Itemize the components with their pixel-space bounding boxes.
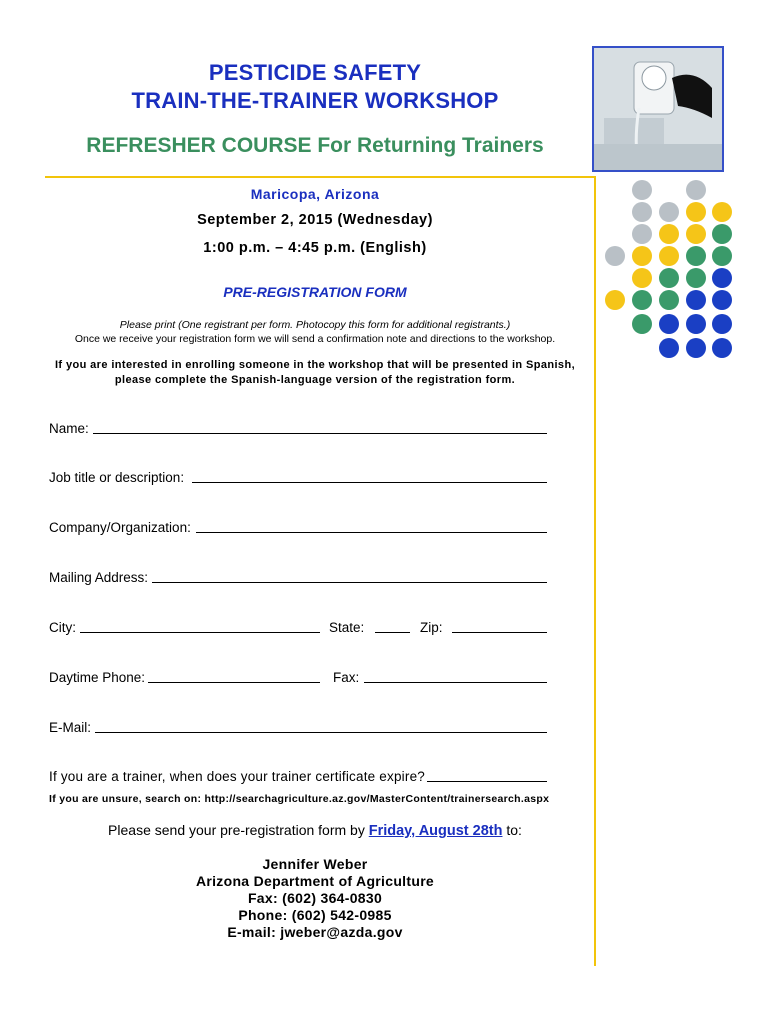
decorative-dot xyxy=(632,314,652,334)
decorative-dot xyxy=(632,246,652,266)
certificate-expiry-field[interactable] xyxy=(427,781,547,782)
certificate-question: If you are a trainer, when does your trainer certificate expire? xyxy=(49,769,425,784)
decorative-dot xyxy=(712,338,732,358)
contact-org: Arizona Department of Agriculture xyxy=(195,873,435,889)
confirmation-instruction: Once we receive your registration form we will send a confirmation note and directions to the workshop. xyxy=(74,333,556,345)
spanish-note-line-2: please complete the Spanish-language version of the registration form. xyxy=(114,374,516,386)
decorative-dot xyxy=(632,268,652,288)
unsure-search-note: If you are unsure, search on: http://searchagriculture.az.gov/MasterContent/trainersearch.aspx xyxy=(49,793,550,805)
contact-email: E-mail: jweber@azda.gov xyxy=(227,924,403,940)
decorative-dot xyxy=(712,314,732,334)
spanish-note-line-1: If you are interested in enrolling someone in the workshop that will be presented in Spanish, xyxy=(54,359,576,371)
decorative-dot xyxy=(632,180,652,200)
city-label: City: xyxy=(49,620,76,635)
decorative-dot xyxy=(712,290,732,310)
header-rule xyxy=(45,176,595,178)
form-heading: PRE-REGISTRATION FORM xyxy=(223,284,407,300)
state-label: State: xyxy=(329,620,365,635)
contact-fax: Fax: (602) 364-0830 xyxy=(247,890,383,906)
decorative-dot xyxy=(659,202,679,222)
daytime-phone-label: Daytime Phone: xyxy=(49,670,146,685)
decorative-dot xyxy=(686,180,706,200)
decorative-dot xyxy=(632,290,652,310)
title-line-1: PESTICIDE SAFETY xyxy=(208,60,422,85)
job-title-field[interactable] xyxy=(192,482,547,483)
decorative-dot xyxy=(605,290,625,310)
daytime-phone-field[interactable] xyxy=(148,682,320,683)
send-prefix: Please send your pre-registration form by xyxy=(108,822,369,838)
contact-name: Jennifer Weber xyxy=(262,856,368,872)
pesticide-pouring-illustration xyxy=(594,48,722,170)
email-field[interactable] xyxy=(95,732,547,733)
decorative-dot xyxy=(686,314,706,334)
decorative-dot xyxy=(712,224,732,244)
zip-label: Zip: xyxy=(420,620,443,635)
mailing-address-label: Mailing Address: xyxy=(49,570,149,585)
decorative-dot xyxy=(686,290,706,310)
zip-field[interactable] xyxy=(452,632,547,633)
event-location: Maricopa, Arizona xyxy=(250,186,380,202)
decorative-dot xyxy=(659,314,679,334)
decorative-dot xyxy=(686,338,706,358)
name-label: Name: xyxy=(49,421,89,436)
fax-label: Fax: xyxy=(333,670,360,685)
fax-field[interactable] xyxy=(364,682,547,683)
send-suffix: to: xyxy=(502,822,522,838)
mailing-address-field[interactable] xyxy=(152,582,547,583)
decorative-dot xyxy=(712,202,732,222)
name-field[interactable] xyxy=(93,433,547,434)
print-instruction: Please print (One registrant per form. Photocopy this form for additional registrants.) xyxy=(119,319,511,331)
decorative-dot xyxy=(659,290,679,310)
company-field[interactable] xyxy=(196,532,547,533)
title-line-2: TRAIN-THE-TRAINER WORKSHOP xyxy=(131,88,499,113)
decorative-dot xyxy=(632,202,652,222)
city-field[interactable] xyxy=(80,632,320,633)
decorative-dot xyxy=(632,224,652,244)
contact-phone: Phone: (602) 542-0985 xyxy=(238,907,392,923)
decorative-dot-grid xyxy=(600,180,730,360)
subtitle: REFRESHER COURSE For Returning Trainers xyxy=(86,134,544,157)
decorative-dot xyxy=(659,224,679,244)
decorative-dot xyxy=(686,246,706,266)
deadline: Friday, August 28th xyxy=(368,823,503,839)
decorative-dot xyxy=(712,268,732,288)
email-label: E-Mail: xyxy=(49,720,92,735)
header-photo xyxy=(592,46,724,172)
send-instruction xyxy=(45,822,585,839)
decorative-dot xyxy=(659,338,679,358)
side-rule xyxy=(594,176,596,966)
decorative-dot xyxy=(659,246,679,266)
decorative-dot xyxy=(686,268,706,288)
company-label: Company/Organization: xyxy=(49,520,191,535)
event-time: 1:00 p.m. – 4:45 p.m. (English) xyxy=(203,240,427,256)
decorative-dot xyxy=(686,224,706,244)
state-field[interactable] xyxy=(375,632,410,633)
decorative-dot xyxy=(659,268,679,288)
event-date: September 2, 2015 (Wednesday) xyxy=(197,212,433,228)
job-title-label: Job title or description: xyxy=(49,470,185,485)
decorative-dot xyxy=(712,246,732,266)
decorative-dot xyxy=(686,202,706,222)
decorative-dot xyxy=(605,246,625,266)
